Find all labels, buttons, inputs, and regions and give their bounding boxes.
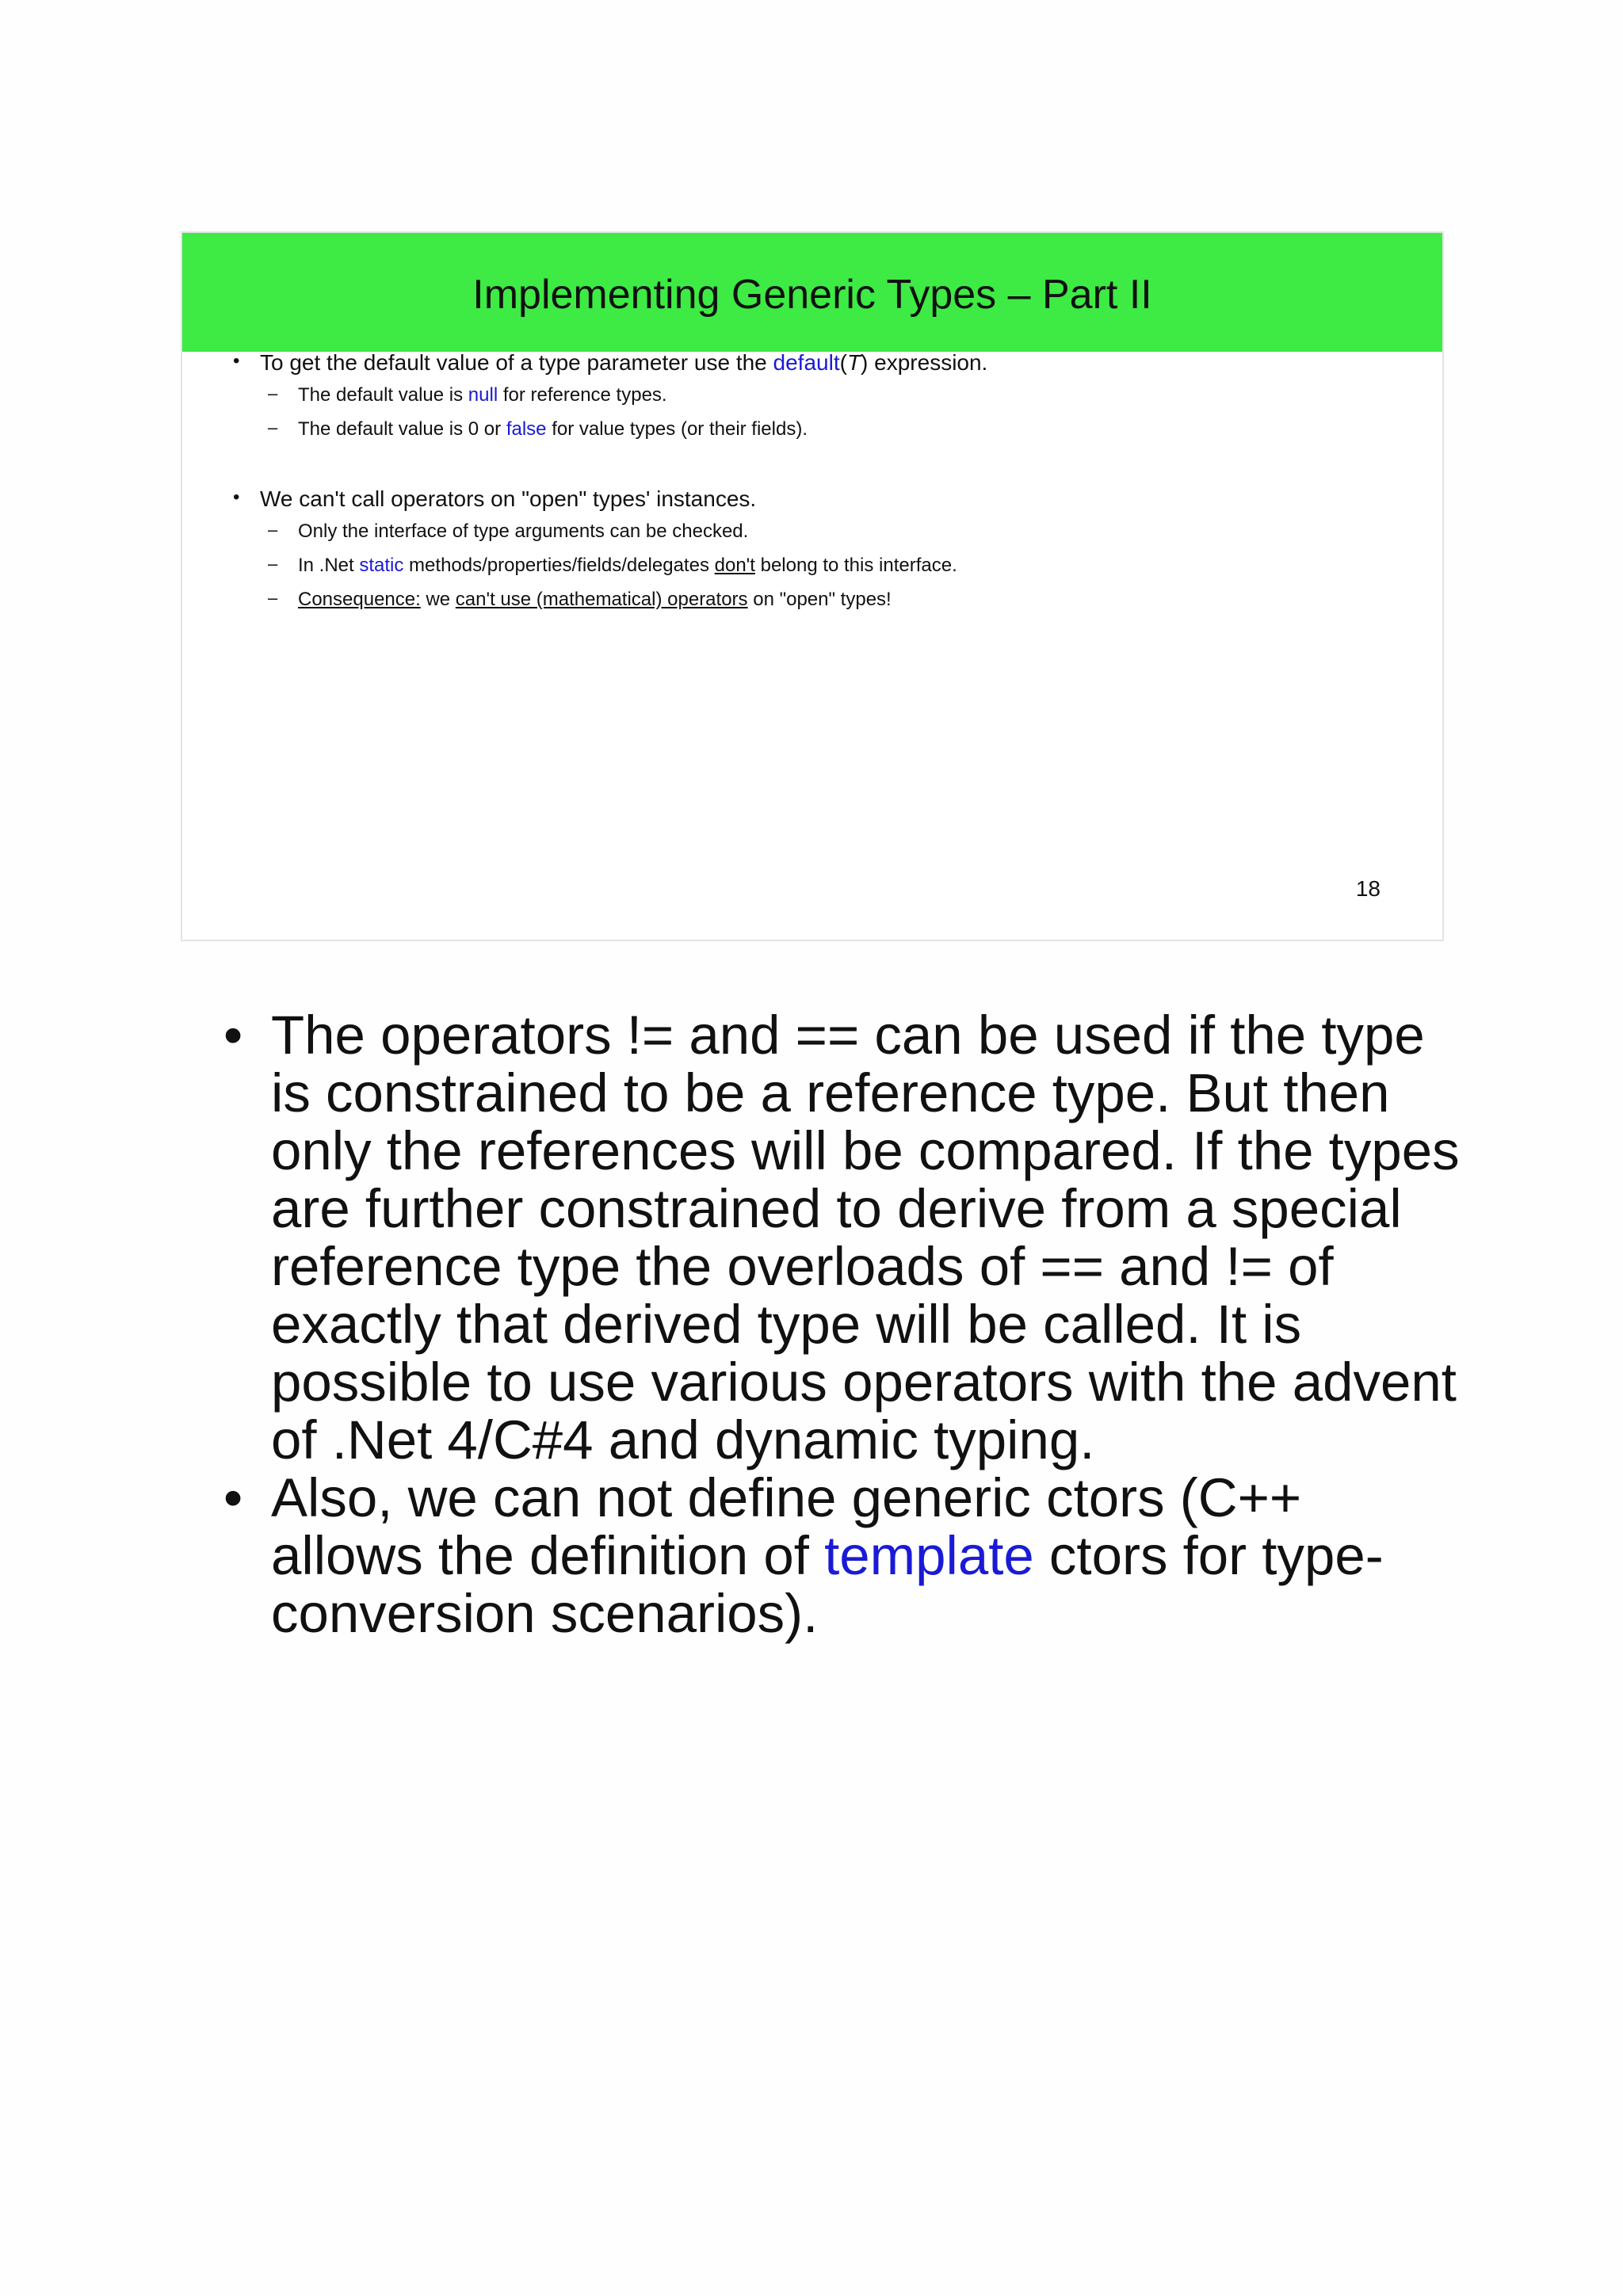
keyword-null: null xyxy=(468,384,498,406)
keyword-false: false xyxy=(506,418,547,440)
bullet-dot: • xyxy=(223,1467,243,1528)
slide-subbullet-static: – In .Net static methods/properties/fields/delegates don't belong to this interface. xyxy=(268,554,957,576)
type-param: T xyxy=(846,350,861,375)
dash-marker: – xyxy=(268,383,278,403)
slide-subbullet-null: – The default value is null for reference types. xyxy=(268,383,667,406)
bullet-dot: • xyxy=(223,1005,243,1066)
bullet-dot: • xyxy=(233,350,240,372)
keyword-template: template xyxy=(824,1525,1034,1586)
slide-frame xyxy=(181,231,1444,941)
speaker-notes xyxy=(223,1006,1460,1642)
slide-bullet-operators: • We can't call operators on "open" types' instances. xyxy=(233,486,757,511)
slide-subbullet-interface: – Only the interface of type arguments can be checked. xyxy=(268,520,749,542)
slide-subbullet-false: – The default value is 0 or false for value types (or their fields). xyxy=(268,418,808,440)
keyword-static: static xyxy=(359,555,404,576)
slide-title: Implementing Generic Types – Part II xyxy=(472,272,1152,318)
dash-marker: – xyxy=(268,588,278,608)
dash-marker: – xyxy=(268,418,278,437)
slide-page-number: 18 xyxy=(1355,876,1381,901)
notes-bullet-operators: • The operators != and == can be used if the type is constrained to be a reference type. But then only the references will be compared. If the types are further constrained to derive from a special reference type the overloads of == and != of exactly that derived type will be called. It is possible to use various operators with the advent of .Net 4/C#4 and dynamic typing. xyxy=(223,1005,1460,1470)
slide-subbullet-consequence: – Consequence: we can't use (mathematical) operators on "open" types! xyxy=(268,588,892,610)
bullet-dot: • xyxy=(233,486,240,508)
keyword-default: default xyxy=(773,350,840,375)
dash-marker: – xyxy=(268,554,278,574)
notes-bullet-ctors: • Also, we can not define generic ctors (C++ allows the definition of template ctors for type-conversion scenarios). xyxy=(223,1467,1384,1644)
slide-body xyxy=(182,233,1442,940)
slide-bullet-default-value: • To get the default value of a type parameter use the default(T) expression. xyxy=(233,350,988,375)
dash-marker: – xyxy=(268,520,278,540)
